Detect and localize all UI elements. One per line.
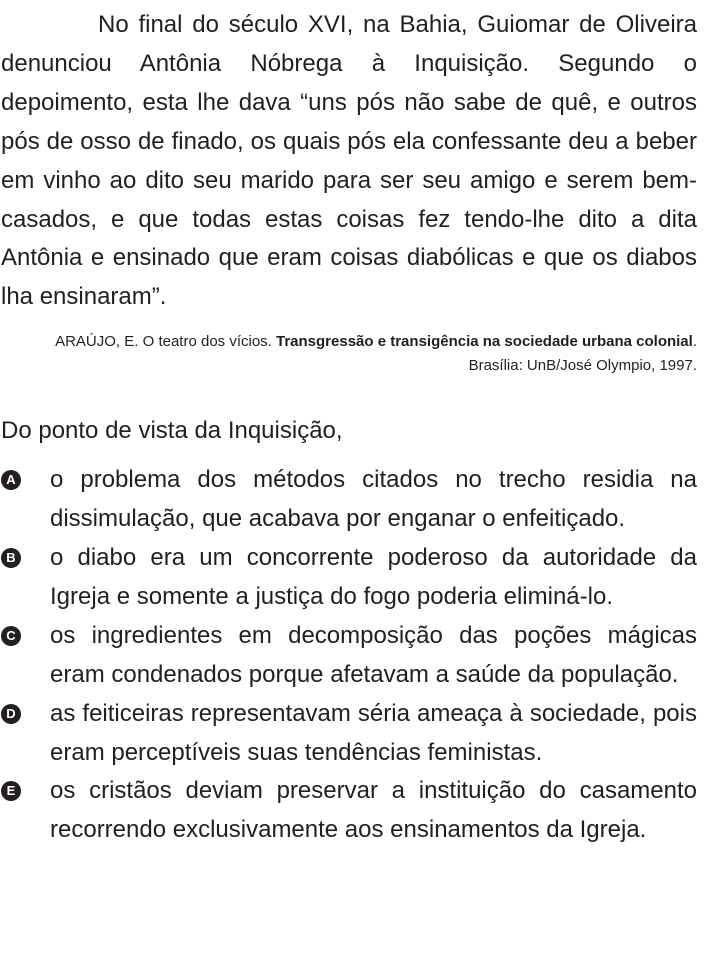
- citation-author-title: ARAÚJO, E. O teatro dos vícios.: [55, 333, 276, 351]
- option-b[interactable]: [1, 539, 697, 617]
- citation: [1, 330, 697, 377]
- option-c[interactable]: [1, 617, 697, 695]
- option-c-letter-badge: C: [1, 626, 21, 646]
- option-d-text: as feiticeiras representavam séria ameaça à sociedade, pois eram perceptíveis suas tendências feministas.: [50, 699, 697, 766]
- answer-options: [1, 461, 697, 850]
- option-b-text: o diabo era um concorrente poderoso da autoridade da Igreja e somente a justiça do fogo poderia eliminá-lo.: [50, 543, 697, 610]
- option-a-letter-badge: A: [1, 470, 21, 490]
- option-c-text: os ingredientes em decomposição das poções mágicas eram condenados porque afetavam a saúde da população.: [50, 621, 697, 688]
- option-e-letter-badge: E: [1, 781, 21, 801]
- option-b-letter-badge: B: [1, 548, 21, 568]
- option-e-text: os cristãos deviam preservar a instituição do casamento recorrendo exclusivamente aos ensinamentos da Igreja.: [50, 777, 697, 844]
- option-d-letter-badge: D: [1, 704, 21, 724]
- citation-publisher: . Brasília: UnB/José Olympio, 1997.: [468, 333, 697, 374]
- question-stem: Do ponto de vista da Inquisição,: [1, 417, 343, 445]
- option-d[interactable]: [1, 695, 697, 773]
- option-a[interactable]: [1, 461, 697, 539]
- option-e[interactable]: [1, 772, 697, 850]
- option-a-text: o problema dos métodos citados no trecho residia na dissimulação, que acabava por enganar o enfeitiçado.: [50, 466, 697, 533]
- passage-text: No final do século XVI, na Bahia, Guiomar de Oliveira denunciou Antônia Nóbrega à Inquisição. Segundo o depoimento, esta lhe dava “uns pós não sabe de quê, e outros pós de osso de finado, os quais pós ela confessante deu a beber em vinho ao dito seu marido para ser seu amigo e serem bem-casados, e que todas estas coisas fez tendo-lhe dito a dita Antônia e ensinado que eram coisas diabólicas e que os diabos lha ensinaram”.: [1, 11, 697, 311]
- citation-book-title: Transgressão e transigência na sociedade urbana colonial: [276, 333, 693, 351]
